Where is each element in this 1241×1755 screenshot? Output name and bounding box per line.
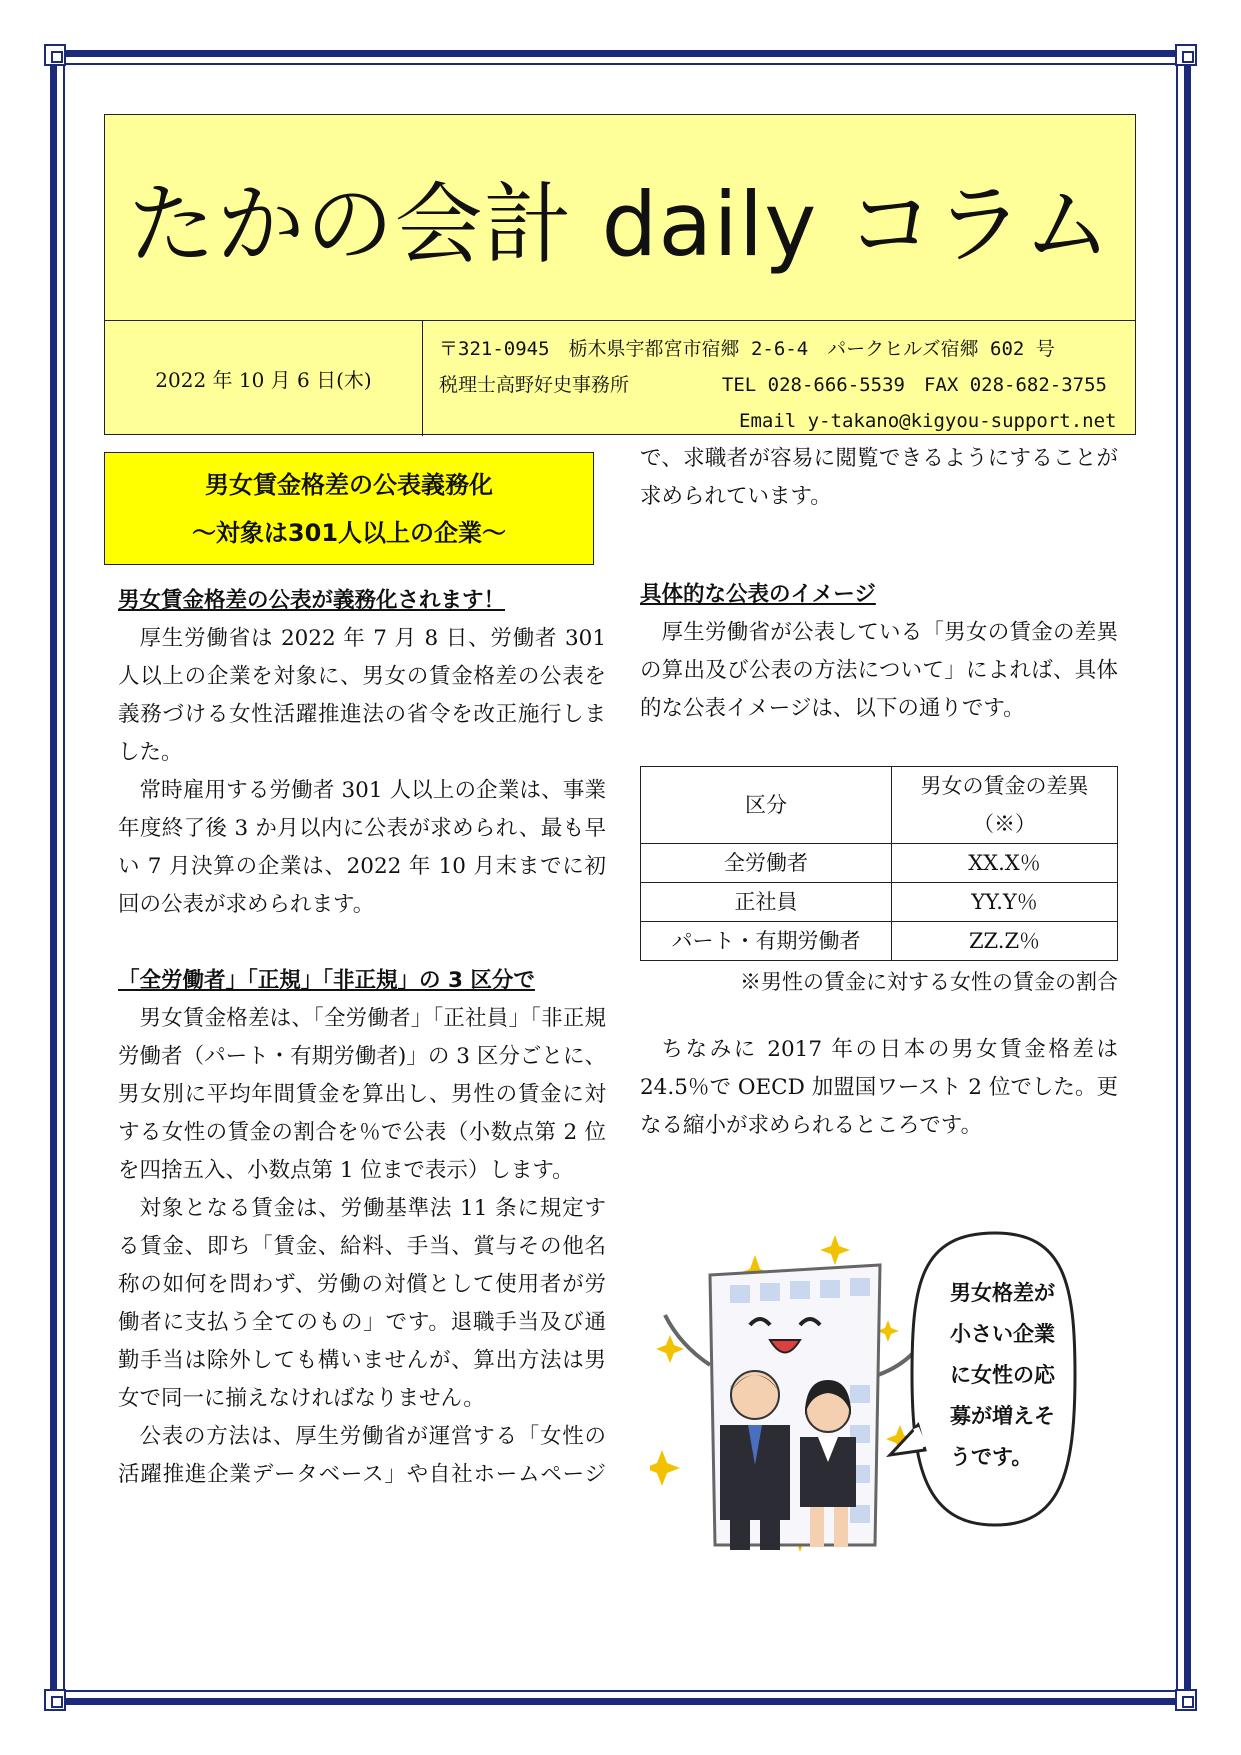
corner-ornament (44, 1689, 66, 1711)
paragraph: 厚生労働省は 2022 年 7 月 8 日、労働者 301 人以上の企業を対象に、男女の賃金格差の公表を義務づける女性活躍推進法の省令を改正施行しました。 (118, 626, 606, 765)
paragraph: 公表の方法は、厚生労働省が運営する「女性の活躍推進企業データベース」や自社ホームページ (118, 1424, 606, 1487)
table-cell: 全労働者 (641, 844, 892, 883)
paragraph: 男女賃金格差は、「全労働者」「正社員」「非正規労働者（パート・有期労働者)」の 3 区分ごとに、男女別に平均年間賃金を算出し、男性の賃金に対する女性の賃金の割合を％で公表（小数点第 2 位を四捨五入、小数点第 1 位まで表示）します。 (118, 1006, 606, 1183)
table-row (641, 922, 1118, 961)
office-tel-fax: TEL 028-666-5539 FAX 028-682-3755 (721, 374, 1107, 396)
table-cell: 正社員 (641, 883, 892, 922)
table-header-cell: 男女の賃金の差異（※） (892, 767, 1118, 844)
paragraph: 常時雇用する労働者 301 人以上の企業は、事業年度終了後 3 か月以内に公表が求められ、最も早い 7 月決算の企業は、2022 年 10 月末までに初回の公表が求められます。 (118, 778, 606, 917)
bubble-line: 男女格差が (950, 1281, 1055, 1305)
article-title: 男女賃金格差の公表義務化 (205, 470, 493, 499)
corner-ornament (1175, 44, 1197, 66)
paragraph-continuation: で、求職者が容易に閲覧できるようにすることが求められています。 (640, 446, 1118, 509)
office-email: Email y-takano@kigyou-support.net (739, 410, 1117, 432)
office-contact (439, 331, 1117, 439)
paragraph: 厚生労働省が公表している「男女の賃金の差異の算出及び公表の方法について」によれば、具体的な公表イメージは、以下の通りです。 (640, 620, 1118, 721)
illustration (650, 1225, 1140, 1565)
section-heading: 「全労働者」「正規」「非正規」の 3 区分で (118, 968, 535, 993)
left-column (118, 582, 606, 1494)
section-heading: 具体的な公表のイメージ (640, 582, 876, 607)
corner-ornament (1175, 1689, 1197, 1711)
table-cell: パート・有期労働者 (641, 922, 892, 961)
table-row (641, 844, 1118, 883)
corner-ornament (44, 44, 66, 66)
newsletter-header (104, 114, 1136, 435)
office-name: 税理士高野好史事務所 (439, 374, 630, 396)
right-column (640, 440, 1118, 1145)
paragraph: ちなみに 2017 年の日本の男女賃金格差は 24.5％で OECD 加盟国ワースト 2 位でした。更なる縮小が求められるところです。 (640, 1037, 1118, 1138)
table-note: ※男性の賃金に対する女性の賃金の割合 (740, 970, 1118, 994)
wage-gap-table (640, 766, 1118, 961)
table-header-cell: 区分 (641, 767, 892, 844)
section-heading: 男女賃金格差の公表が義務化されます！ (118, 588, 506, 613)
paragraph: 対象となる賃金は、労働基準法 11 条に規定する賃金、即ち「賃金、給料、手当、賞与その他名称の如何を問わず、労働の対償として使用者が労働者に支払う全てのもの」です。退職手当及び通勤手当は除外しても構いませんが、算出方法は男女で同一に揃えなければなりません。 (118, 1196, 606, 1411)
table-cell: ZZ.Z％ (892, 922, 1118, 961)
article-subtitle: ～対象は301人以上の企業～ (191, 518, 507, 547)
table-cell: XX.X％ (892, 844, 1118, 883)
article-title-box (104, 452, 594, 565)
bubble-line: 小さい企業 (950, 1322, 1055, 1346)
bubble-line: うです。 (950, 1445, 1033, 1469)
speech-bubble-text (950, 1273, 1080, 1478)
bubble-line: に女性の応 (950, 1363, 1055, 1387)
office-address: 〒321-0945 栃木県宇都宮市宿郷 2-6-4 パークヒルズ宿郷 602 号 (439, 338, 1055, 360)
paragraph-continued (640, 440, 1118, 516)
newsletter-title: たかの会計 daily コラム (127, 172, 1113, 276)
table-header-row (641, 767, 1118, 844)
table-cell: YY.Y％ (892, 883, 1118, 922)
bubble-line: 募が増えそ (950, 1404, 1055, 1428)
header-info-row (105, 320, 1135, 436)
table-row (641, 883, 1118, 922)
issue-date: 2022 年 10 月 6 日(木) (105, 321, 423, 436)
